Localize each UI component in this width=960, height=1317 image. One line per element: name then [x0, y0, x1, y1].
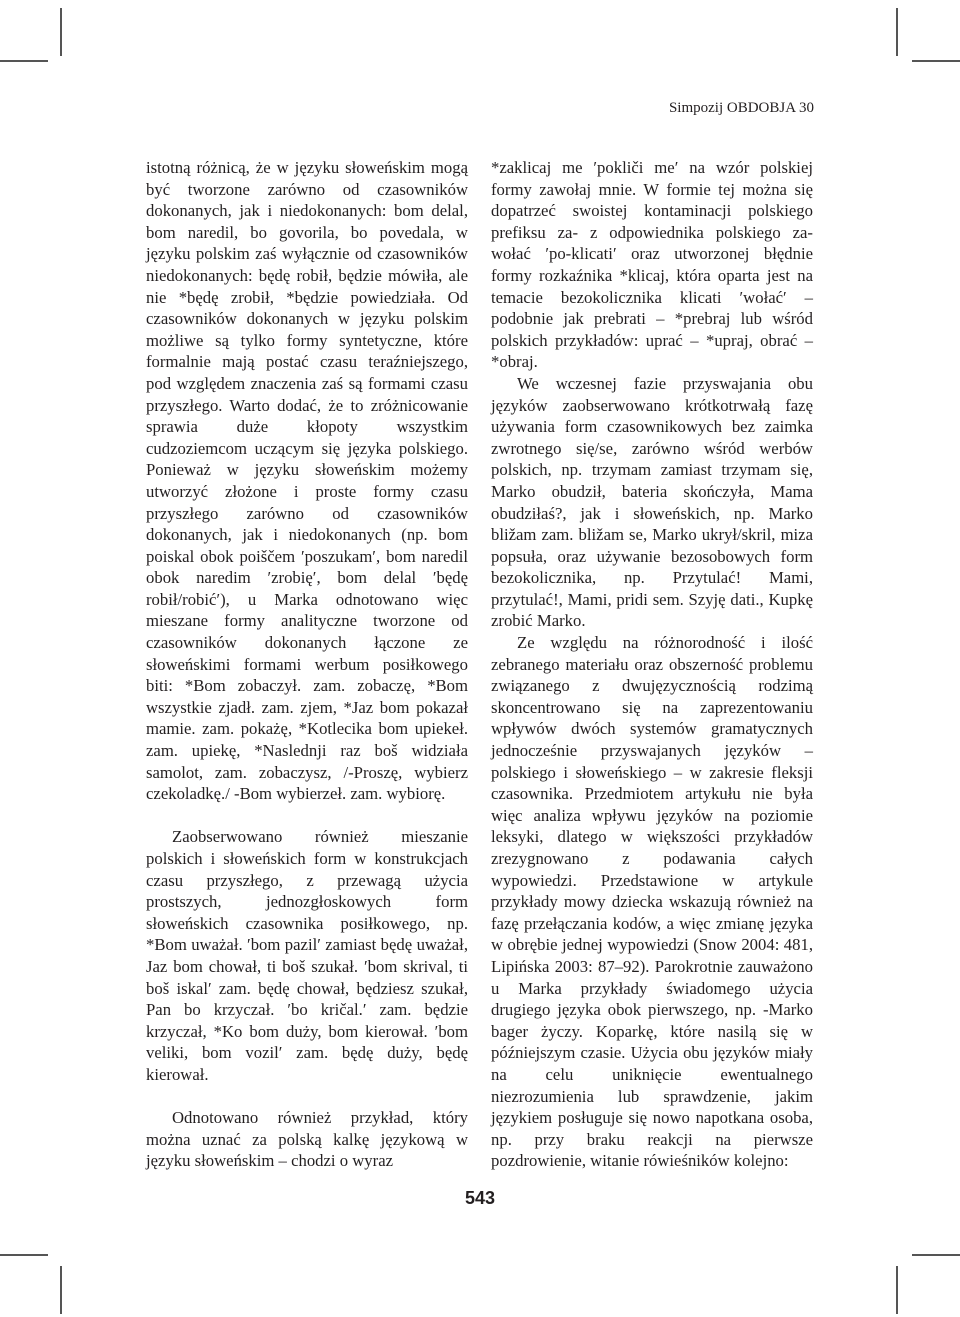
crop-mark [896, 8, 898, 56]
paragraph: *zaklicaj me ʹpokliči meʹ na wzór polskiej formy zawołaj mnie. W formie tej można się dopatrzeć swoistej kontaminacji polskiego prefiksu za- z odpowiednika polskiego za-wołać ʹpo-klicatiʹ oraz utworzonej błędnie formy rozkaźnika *klicaj, która oparta jest na temacie bezokolicznika klicati ʹwołaćʹ – podobnie jak prebrati – *prebraj lub wśród polskich przykładów: uprać – *upraj, obrać – *obraj. [491, 158, 813, 372]
right-column [491, 157, 813, 1172]
crop-mark [912, 1254, 960, 1256]
paragraph: Ze względu na różnorodność i ilość zebranego materiału oraz obszerność problemu związanego z dwujęzycznością rodzimą skoncentrowano się na zaprezentowaniu wpływów dwóch systemów gramatycznych jednocześnie przyswajanych języków – polskiego i słoweńskiego – w zakresie fleksji czasownika. Przedmiotem artykułu nie była więc analiza wpływu języków na poziomie leksyki, dlatego w większości przykładów zrezygnowano z podawania całych wypowiedzi. Przedstawione w artykule przykłady mowy dziecka wskazują również na fazę przełączania kodów, a więc zmianę języka w obrębie jednej wypowiedzi (Snow 2004: 481, Lipińska 2003: 87–92). Parokrotnie zauważono u Marka przykłady świadomego użycia drugiego języka obok pierwszego, np. -Marko bager życzy. Koparkę, które nasilą się w późniejszym czasie. Użycia obu języków miały na celu uniknięcie ewentualnego niezrozumienia lub sprawdzenie, jakim językiem posługuje się nowo napotkana osoba, np. przy braku reakcji na pierwsze pozdrowienie, witanie rówieśników kolejno: [491, 633, 813, 1171]
page-number: 543 [464, 1188, 496, 1208]
left-column [146, 157, 468, 1172]
paragraph: We wczesnej fazie przyswajania obu języków zaobserwowano krótkotrwałą fazę używania form czasownikowych bez zaimka zwrotnego się/se, zarówno wśród werbów polskich, np. trzymam zamiast trzymam się, Marko obudził, bateria skończyła, Mama obudziłaś?, jak i słoweńskich, np. Marko bližam zam. bližam se, Marko ukrył/skril, miza popsuła, oraz używanie bezosobowych form bezokolicznika, np. Przytulać! Mami, przytulać!, Mami, pridi sem. Szyję dati., Kupkę zrobić Marko. [491, 373, 813, 631]
paragraph: Zaobserwowano również mieszanie polskich i słoweńskich form w konstrukcjach czasu przyszłego, z przewagą użycia prostszych, jednozgłoskowych form słoweńskich czasownika posiłkowego, np. *Bom uważał. ʹbom pazilʹ zamiast będę uważał, Jaz bom chował, ti boš szukał. ʹbom skrival, ti boš iskalʹ zam. będę chował, będziesz szukał, Pan bo krzyczał. ʹbo kričal.ʹ zam. będzie krzyczał, *Ko bom duży, bom kierował. ʹbom veliki, bom vozilʹ zam. będę duży, będę kierował. [146, 827, 468, 1084]
crop-mark [912, 60, 960, 62]
crop-mark [60, 1266, 62, 1314]
paragraph: istotną różnicą, że w języku słoweńskim mogą być tworzone zarówno od czasowników dokonanych, jak i niedokonanych: bom delal, bom naredil, bo govorila, bo povedala, w języku polskim zaś wyłącznie od czasowników niedokonanych: będę robił, będzie mówiła, ale nie *będę zrobił, *będzie powiedziała. Od czasowników dokonanych w języku polskim możliwe są tylko formy syntetyczne, które formalnie mają postać czasu teraźniejszego, pod względem znaczenia zaś są formami czasu przyszłego. Warto dodać, że to zróżnicowanie sprawia duże kłopoty wszystkim cudzoziemcom uczącym się języka polskiego. Ponieważ w języku słoweńskim możemy utworzyć złożone i proste formy czasu przyszłego zarówno od czasowników dokonanych, jak i niedokonanych (np. bom poiskal obok poiščem ʹposzukamʹ, bom naredil obok naredim ʹzrobięʹ, bom delal ʹbędę robił/robićʹ), u Marka odnotowano więc mieszane formy analityczne tworzone od czasowników dokonanych łączone ze słoweńskimi formami werbum posiłkowego biti: *Bom zobaczył. zam. zobaczę, *Bom wszystkie zjadł. zam. zjem, *Jaz bom pokazał mamie. zam. pokażę, *Kotlecika bom upiekeł. zam. upiekę, *Naslednji raz boš widziała samolot, zam. zobaczysz, /-Proszę, wybierz czekoladkę./ -Bom wybierzeł. zam. wybiorę. [146, 158, 468, 804]
crop-mark [0, 60, 48, 62]
paragraph: Odnotowano również przykład, który można uznać za polską kalkę językową w języku słoweńskim – chodzi o wyraz [146, 1108, 468, 1171]
crop-mark [0, 1254, 48, 1256]
crop-mark [896, 1266, 898, 1314]
running-header: Simpozij OBDOBJA 30 [668, 100, 814, 116]
crop-mark [60, 8, 62, 56]
